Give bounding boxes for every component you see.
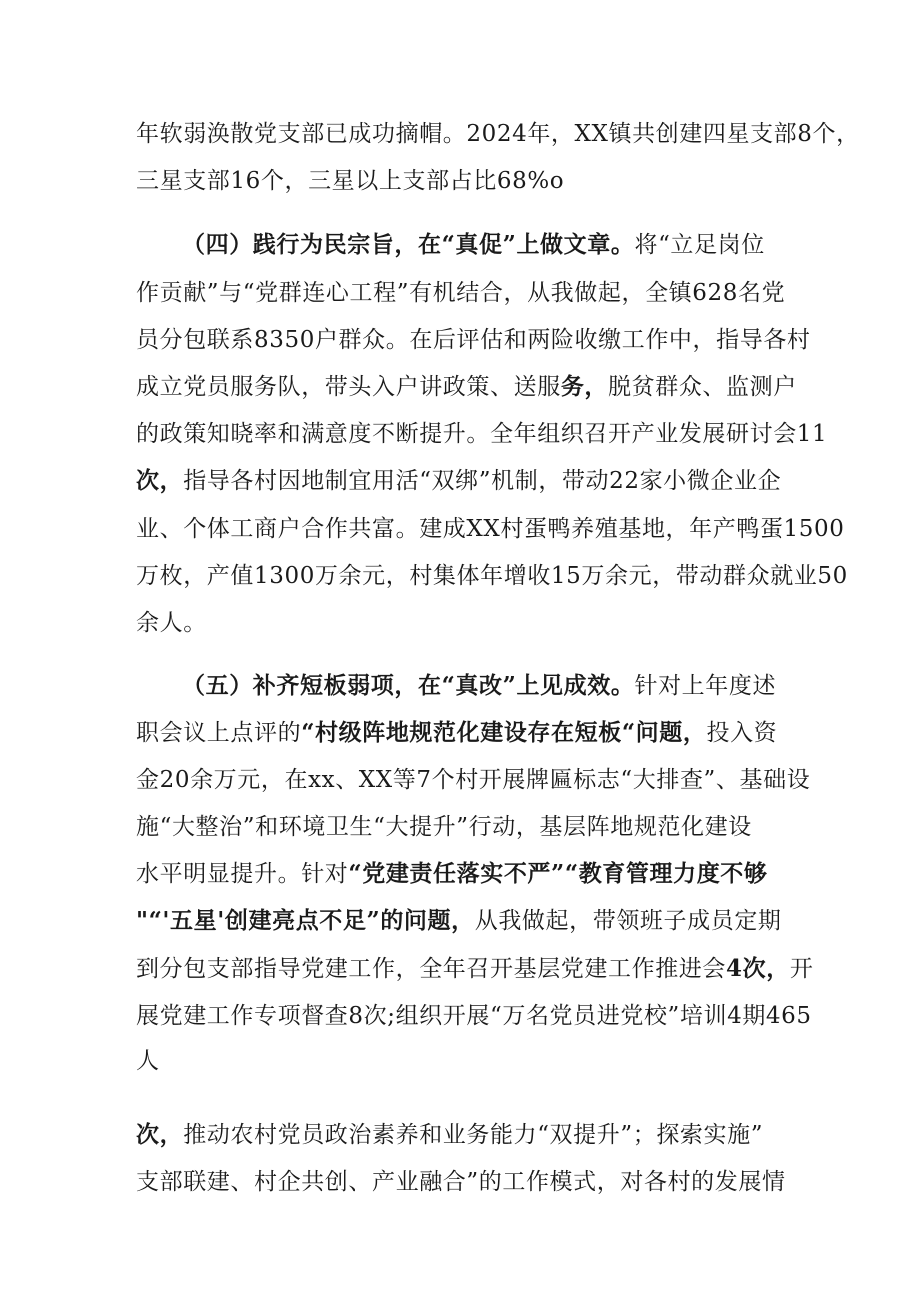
text-segment: 脱贫群众、监测户 xyxy=(608,374,797,400)
text-segment-bold: “村级阵地规范化建设存在短板“问题， xyxy=(301,719,707,746)
text-segment: 施“大整治”和环境卫生“大提升”行动，基层阵地规范化建设 xyxy=(136,814,752,840)
text-segment: 推动农村党员政治素养和业务能力“双提升”；探索实施” xyxy=(183,1122,764,1148)
text-segment: 从我做起，带领班子成员定期 xyxy=(474,908,782,934)
text-line-13 xyxy=(136,717,796,749)
text-line-5 xyxy=(136,324,811,356)
text-line-21 xyxy=(136,1119,796,1151)
text-line-2 xyxy=(136,165,796,197)
text-segment-bold: 次， xyxy=(136,1121,184,1148)
text-line-19 xyxy=(136,1000,812,1032)
text-line-8 xyxy=(136,465,796,497)
text-line-16 xyxy=(136,858,796,890)
text-segment-bold: 4次， xyxy=(726,955,790,982)
text-segment: 展党建工作专项督查8次;组织开展“万名党员进党校”培训4期465 xyxy=(136,1003,812,1029)
text-segment: 员分包联系8350户群众。在后评估和两险收缴工作中，指导各村 xyxy=(136,327,811,353)
text-line-20 xyxy=(136,1045,796,1077)
text-segment-bold: 次， xyxy=(136,467,184,494)
text-segment: 的政策知晓率和满意度不断提升。全年组织召开产业发展研讨会11 xyxy=(136,421,828,447)
text-line-14 xyxy=(136,764,811,796)
text-segment: 水平明显提升。针对 xyxy=(136,861,349,887)
text-segment: 人 xyxy=(136,1048,160,1074)
section-4-heading: （四）践行为民宗旨，在“真促”上做文章。 xyxy=(182,231,635,258)
text-line-17 xyxy=(136,905,796,937)
text-segment: 支部联建、村企共创、产业融合”的工作模式，对各村的发展情 xyxy=(136,1169,786,1195)
text-segment: 金20余万元，在xx、XX等7个村开展牌匾标志“大排查”、基础设 xyxy=(136,767,811,793)
text-segment: 年软弱涣散党支部已成功摘帽。2024年，XX镇共创建四星支部8个， xyxy=(136,121,860,147)
text-line-6 xyxy=(136,371,796,403)
text-segment: 作贡献”与“党群连心工程”有机结合，从我做起，全镇628名党 xyxy=(136,280,786,306)
text-line-1 xyxy=(136,118,860,150)
text-segment-bold: 务， xyxy=(560,373,609,400)
text-segment: 将“立足岗位 xyxy=(634,232,765,258)
text-line-7 xyxy=(136,418,828,450)
text-segment: 到分包支部指导党建工作，全年召开基层党建工作推进会 xyxy=(136,956,726,982)
text-segment: 开 xyxy=(789,956,814,982)
section-5-heading: （五）补齐短板弱项，在“真改”上见成效。 xyxy=(182,672,635,699)
text-line-15 xyxy=(136,811,796,843)
text-segment: 指导各村因地制宜用活“双绑”机制，带动22家小微企业企 xyxy=(183,468,782,494)
text-line-4 xyxy=(136,277,796,309)
text-line-9 xyxy=(136,513,845,545)
text-line-18 xyxy=(136,953,814,985)
text-line-10 xyxy=(136,560,848,592)
text-line-11 xyxy=(136,607,796,639)
text-segment: 投入资 xyxy=(706,720,778,746)
text-line-22 xyxy=(136,1166,796,1198)
section-5-heading-line xyxy=(182,670,796,702)
text-segment: 职会议上点评的 xyxy=(136,720,302,746)
text-segment-bold: “党建责任落实不严”“教育管理力度不够 xyxy=(348,860,768,887)
text-segment: 针对上年度述 xyxy=(634,673,777,699)
text-segment-bold: "“'五星'创建亮点不足”的问题， xyxy=(136,907,475,934)
text-segment: 万枚，产值1300万余元，村集体年增收15万余元，带动群众就业50 xyxy=(136,563,848,589)
text-segment: 余人。 xyxy=(136,610,207,636)
text-segment: 三星支部16个，三星以上支部占比68%o xyxy=(136,168,565,194)
text-segment: 业、个体工商户合作共富。建成XX村蛋鸭养殖基地，年产鸭蛋1500 xyxy=(136,516,845,542)
text-segment: 成立党员服务队，带头入户讲政策、送服 xyxy=(136,374,561,400)
section-4-heading-line xyxy=(182,229,796,261)
